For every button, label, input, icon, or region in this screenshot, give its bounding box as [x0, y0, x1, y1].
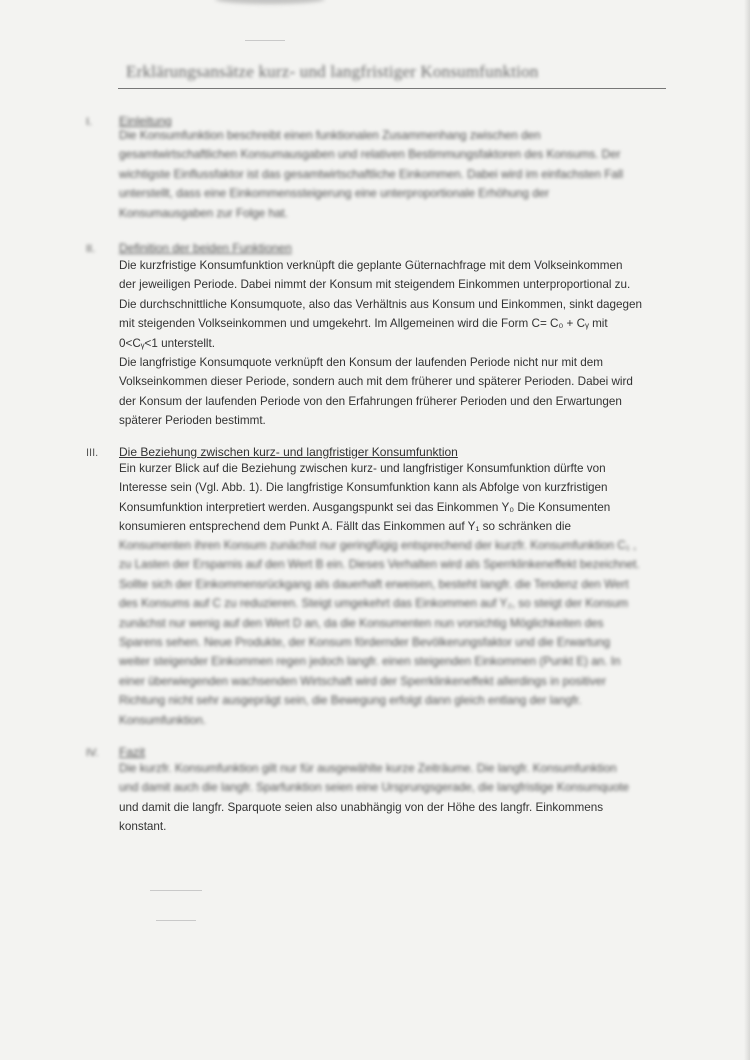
- section-number-2: II.: [86, 243, 96, 255]
- section-body-2: Die kurzfristige Konsumfunktion verknüpft die geplante Güternachfrage mit dem Volkseinkommen der jeweiligen Periode. Dabei nimmt der Konsum mit steigendem Einkommen unterproportional zu. Die durchschnittliche Konsumquote, also das Verhältnis aus Konsum und Einkommen, sinkt dagegen mit steigenden Volkseinkommen und umgekehrt. Im Allgemeinen wird die Form C= C₀ + Cᵧ mit 0<Cᵧ<1 unterstellt. Die langfristige Konsumquote verknüpft den Konsum der laufenden Periode nicht nur mit dem Volkseinkommen dieser Periode, sondern auch mit dem früherer und späterer Perioden. Dabei wird der Konsum der laufenden Periode von den Erfahrungen früherer Perioden und den Erwartungen späterer Perioden bestimmt.: [119, 259, 642, 428]
- section-body-4-clear: und damit die langfr. Sparquote seien also unabhängig von der Höhe des langfr. Einkommens konstant.: [119, 801, 604, 834]
- scan-edge: [744, 0, 750, 1060]
- section-heading-1: Einleitung: [119, 114, 172, 128]
- section-number-4: IV.: [86, 747, 99, 759]
- scan-shadow: [215, 0, 325, 4]
- section-heading-4: Fazit: [119, 745, 146, 759]
- section-body-3-clear: Ein kurzer Blick auf die Beziehung zwischen kurz- und langfristiger Konsumfunktion dürfte von Interesse sein (Vgl. Abb. 1). Die langfristige Konsumfunktion kann als Abfolge von kurzfristigen Konsumfunktion interpretiert werden. Ausgangspunkt sei das Einkommen Y₀ Die Konsumenten konsumieren entsprechend dem Punkt A. Fällt das Einkommen auf Y₁ so schränken die: [119, 462, 611, 534]
- section-heading-3: Die Beziehung zwischen kurz- und langfristiger Konsumfunktion: [119, 445, 458, 459]
- scan-artifact: [245, 40, 285, 41]
- document-title: Erklärungsansätze kurz- und langfristiger Konsumfunktion: [126, 62, 539, 81]
- section-number-3: III.: [86, 447, 99, 459]
- section-body-4-blurred: Die kurzfr. Konsumfunktion gilt nur für ausgewählte kurze Zeiträume. Die langfr. Konsumfunktion und damit auch die langfr. Sparfunktion seien eine Ursprungsgerade, die langfristige Konsumquote: [119, 762, 630, 795]
- title-underline: [118, 88, 666, 89]
- scan-artifact: [156, 920, 196, 921]
- section-number-1: I.: [86, 116, 93, 128]
- section-heading-2: Definition der beiden Funktionen: [119, 241, 292, 255]
- section-body-3-blurred: Konsumenten ihren Konsum zunächst nur geringfügig entsprechend der kurzfr. Konsumfunktion C₁ , zu Lasten der Ersparnis auf den Wert B ein. Dieses Verhalten wird als Sperrklinkeneffekt bezeichnet. Sollte sich der Einkommensrückgang als dauerhaft erweisen, besteht langfr. die Tendenz den Wert des Konsums auf C zu reduzieren. Steigt umgekehrt das Einkommen auf Y₂, so steigt der Konsum zunächst nur wenig auf den Wert D an, da die Konsumenten nun vorsichtig Möglichkeiten des Sparens sehen. Neue Produkte, der Konsum fördernder Bevölkerungsfaktor und die Erwartung weiter steigender Einkommen regen jedoch langfr. einen steigenden Einkommen (Punkt E) an. In einer überwiegenden wachsenden Wirtschaft wird der Sperrklinkeneffekt allerdings in positiver Richtung nicht sehr ausgeprägt sein, die Bewegung erfolgt dann gleich entlang der langfr. Konsumfunktion.: [119, 539, 640, 727]
- section-body-1: Die Konsumfunktion beschreibt einen funktionalen Zusammenhang zwischen den gesamtwirtschaftlichen Konsumausgaben und relativen Bestimmungsfaktoren des Konsums. Der wichtigste Einflussfaktor ist das gesamtwirtschaftliche Einkommen. Dabei wird im einfachsten Fall unterstellt, dass eine Einkommenssteigerung eine unterproportionale Erhöhung der Konsumausgaben zur Folge hat.: [119, 129, 624, 220]
- scan-artifact: [150, 890, 202, 891]
